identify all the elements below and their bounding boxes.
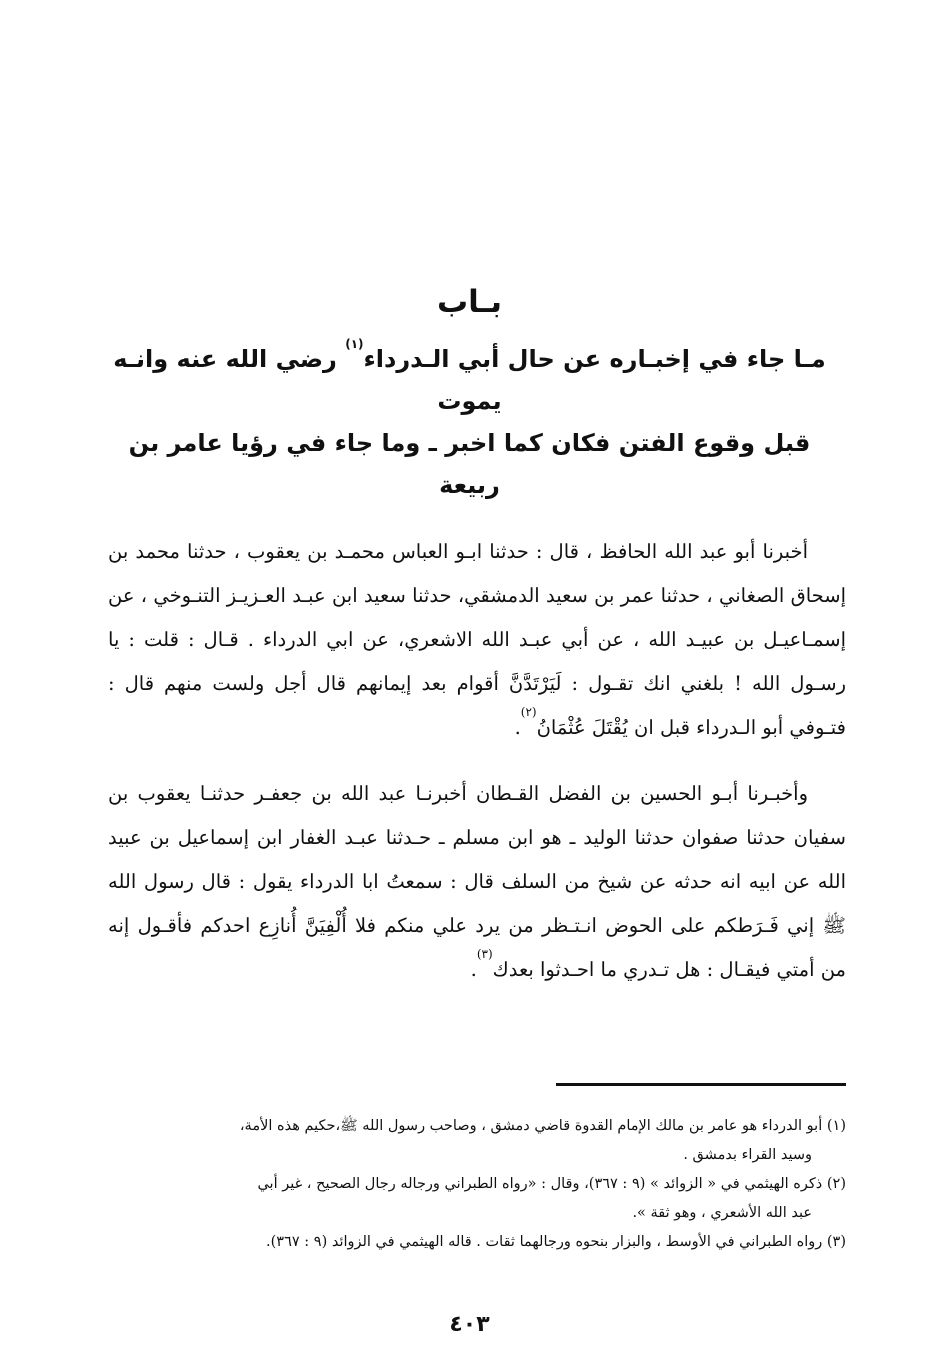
footnote-ref-3: (٣)	[476, 947, 493, 961]
footnote-number: (٣)	[826, 1234, 846, 1250]
footnote-ref-1: (١)	[345, 337, 364, 351]
chapter-title-line2: قبل وقوع الفتن فكان كما اخبر ـ وما جاء في رؤيا عامر بن ربيعة	[128, 429, 811, 499]
footnote-text: رواه الطبراني في الأوسط ، والبزار بنحوه ورجالهما ثقات . قاله الهيثمي في الزوائد (٩ : ٣٦٧).	[266, 1234, 823, 1250]
footnote-1	[105, 1112, 846, 1170]
footnote-text: ذكره الهيثمي في « الزوائد » (٩ : ٣٦٧)، وقال : «رواه الطبراني ورجاله رجال الصحيح ، غير أبي	[257, 1176, 823, 1192]
footnote-separator	[556, 1083, 846, 1086]
footnote-3	[105, 1228, 846, 1257]
footnote-ref-2: (٢)	[520, 705, 537, 719]
footnote-text: أبو الدرداء هو عامر بن مالك الإمام القدوة قاضي دمشق ، وصاحب رسول الله ﷺ،حكيم هذه الأمة،	[239, 1118, 823, 1134]
chapter-title-line1-end: رضي الله عنه وانـه يموت	[113, 345, 502, 415]
chapter-title-line1: مـا جاء في إخبـاره عن حال أبي الـدرداء	[363, 345, 826, 373]
page-number: ٤٠٣	[449, 1312, 490, 1337]
paragraph-1-end: .	[514, 716, 521, 739]
paragraph-1	[108, 530, 846, 750]
body-text	[108, 530, 846, 992]
paragraph-2-text: وأخبـرنا أبـو الحسين بن الفضل القـطان أخبرنـا عبد الله بن جعفـر حدثنـا يعقوب بن سفيان حدثنا صفوان حدثنا الوليد ـ هو ابن مسلم ـ حـدثنا عبـد الغفار ابن إسماعيل بن عبيد الله عن ابيه انه حدثه عن شيخ من السلف قال : سمعتُ ابا الدرداء يقول : قال رسول الله ﷺ إني فَـرَطكم على الحوض انـتـظر من يرد علي منكم فلا أُلْفِيَنَّ أُنازِع احدكم فأقـول إنه من أمتي فيقـال : هل تـدري ما احـدثوا بعدك	[108, 782, 846, 981]
footnote-number: (٢)	[826, 1176, 846, 1192]
chapter-title	[100, 338, 839, 506]
paragraph-2-end: .	[470, 958, 477, 981]
footnote-continuation: عبد الله الأشعري ، وهو ثقة ».	[632, 1205, 812, 1221]
paragraph-1-text: أخبرنا أبو عبد الله الحافظ ، قال : حدثنا ابـو العباس محمـد بن يعقوب ، حدثنا محمد بن إسحاق الصغاني ، حدثنا عمر بن سعيد الدمشقي، حدثنا سعيد ابن عبـد العـزيـز التنـوخي ، عن إسمـاعيـل بن عبيـد الله ، عن أبي عبـد الله الاشعري، عن ابي الدرداء . قـال : قلت : يا رسـول الله ! بلغني انك تقـول : لَيَرْتَدَّنَّ أقوام بعد إيمانهم قال أجل ولست منهم قال : فتـوفي أبو الـدرداء قبل ان يُقْتَلَ عُثْمَانُ	[108, 540, 846, 739]
footnote-number: (١)	[826, 1118, 846, 1134]
footnote-continuation: وسيد القراء بدمشق .	[683, 1147, 812, 1163]
chapter-heading: بـاب	[436, 284, 503, 320]
footnote-2	[105, 1170, 846, 1228]
paragraph-2	[108, 772, 846, 992]
footnotes	[105, 1112, 846, 1257]
